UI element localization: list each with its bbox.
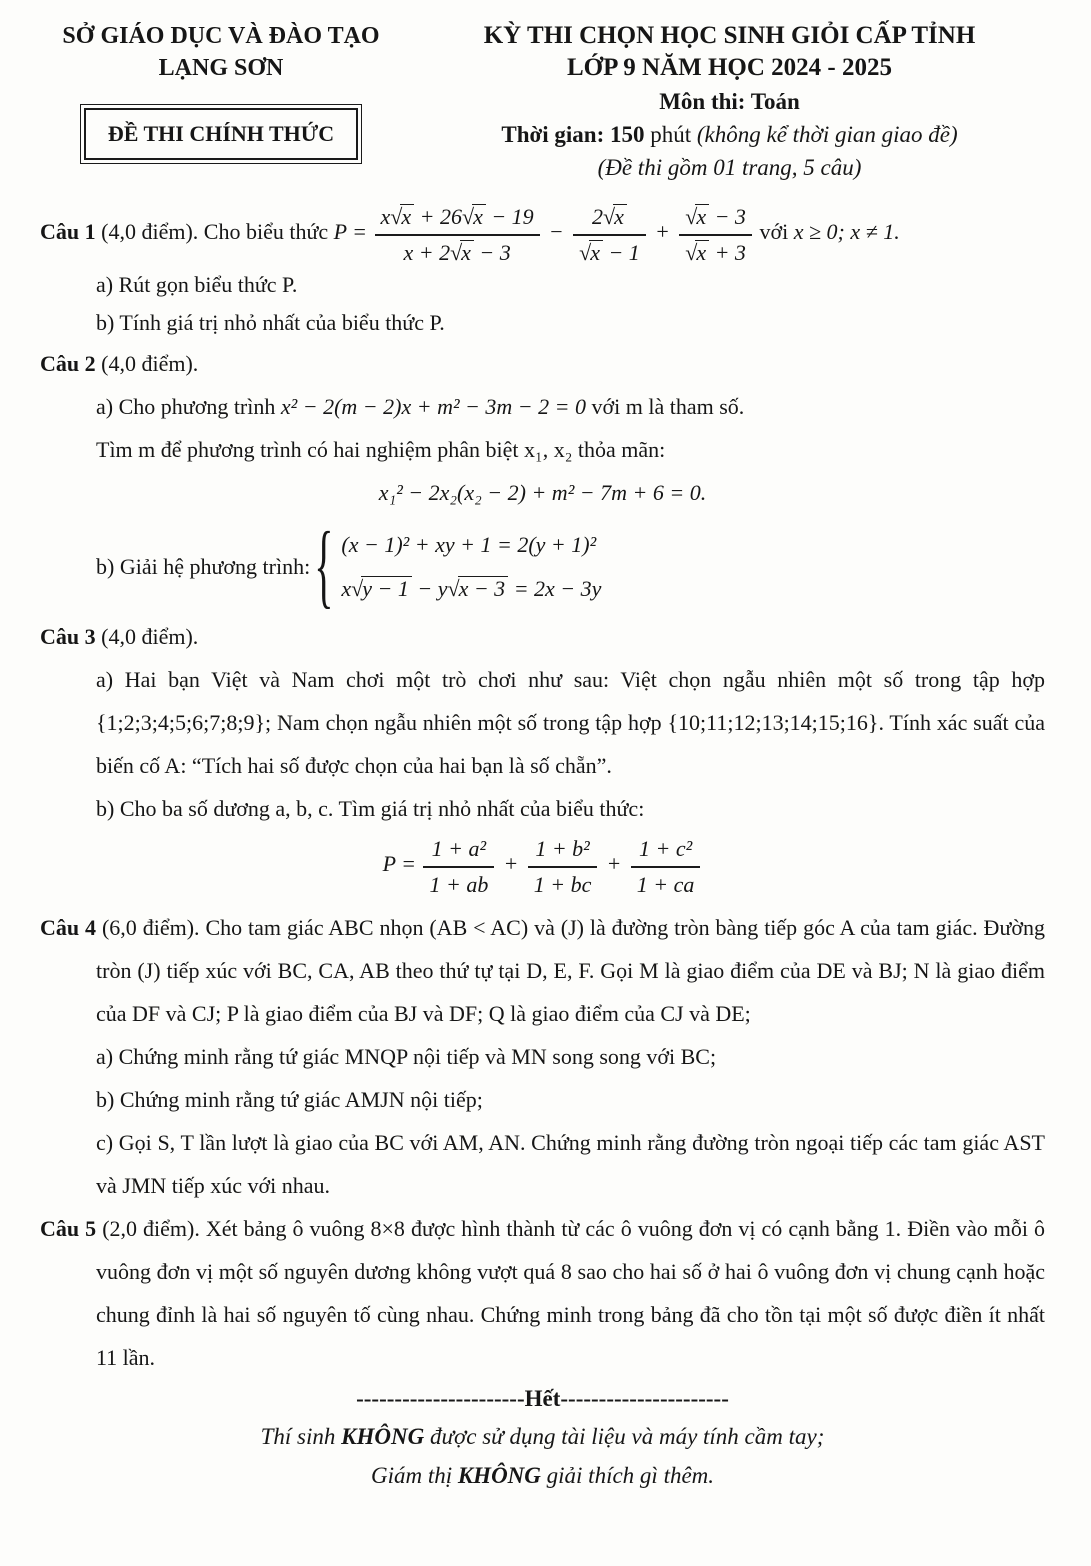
fraction-2 bbox=[528, 834, 598, 898]
pages-note: (Đề thi gồm 01 trang, 5 câu) bbox=[597, 155, 862, 180]
q3-heading bbox=[40, 615, 1045, 658]
q1-condition: x ≥ 0; x ≠ 1. bbox=[793, 219, 900, 245]
subject-line: Môn thi: Toán bbox=[659, 89, 800, 114]
question-4 bbox=[40, 906, 1045, 1207]
exam-body bbox=[40, 202, 1045, 1495]
math-run: − 1 bbox=[602, 240, 640, 265]
q5-label: Câu 5 bbox=[40, 1216, 97, 1241]
math-run: x√ bbox=[380, 204, 403, 229]
question-2 bbox=[40, 342, 1045, 618]
exam-grade-year: LỚP 9 NĂM HỌC 2024 - 2025 bbox=[567, 54, 892, 81]
minus-operator: − bbox=[550, 219, 563, 245]
q4-part-c: c) Gọi S, T lần lượt là giao của BC với AM, AN. Chứng minh rằng đường tròn ngoại tiếp các tam giác AST và JMN tiếp xúc với nhau. bbox=[96, 1130, 1045, 1198]
time-unit: phút bbox=[644, 122, 697, 147]
q2-part-b bbox=[96, 511, 1045, 618]
radicand: x bbox=[613, 204, 627, 228]
q2a-tail: với m là tham số. bbox=[591, 394, 745, 419]
radicand: x − 3 bbox=[458, 576, 509, 600]
q1-part-b: b) Tính giá trị nhỏ nhất của biểu thức P. bbox=[96, 310, 445, 335]
department-name: SỞ GIÁO DỤC VÀ ĐÀO TẠO bbox=[62, 23, 380, 49]
exam-title: KỲ THI CHỌN HỌC SINH GIỎI CẤP TỈNH bbox=[483, 22, 976, 49]
numerator: 1 + c² bbox=[631, 834, 701, 868]
time-line bbox=[414, 118, 1045, 151]
q1-intro: Cho biểu thức bbox=[203, 219, 329, 245]
note2-emphasis: KHÔNG bbox=[457, 1463, 541, 1488]
fraction-1 bbox=[375, 202, 540, 266]
q5-statement bbox=[40, 1207, 1046, 1379]
radicand: x bbox=[589, 240, 603, 264]
q3-points: (4,0 điểm). bbox=[101, 624, 199, 649]
q1-statement bbox=[40, 202, 1045, 266]
fraction-3 bbox=[631, 834, 701, 898]
fraction-3 bbox=[679, 202, 752, 266]
note1-emphasis: KHÔNG bbox=[341, 1424, 425, 1449]
denominator: 1 + bc bbox=[533, 872, 592, 897]
radicand: x bbox=[460, 240, 474, 264]
q4-label: Câu 4 bbox=[40, 915, 97, 940]
q4-intro: Cho tam giác ABC nhọn (AB < AC) và (J) là đường tròn bàng tiếp góc A của tam giác. Đường tròn (J) tiếp xúc với BC, CA, AB theo thứ tự tại D, E, F. Gọi M là giao điểm của DE và BJ; N là giao điểm của DF và CJ; P là giao điểm của BJ và DF; Q là giao điểm của CJ và DE; bbox=[96, 915, 1046, 1026]
q2b-label: b) Giải hệ phương trình: bbox=[96, 554, 311, 579]
note1-post: được sử dụng tài liệu và máy tính cầm tay; bbox=[424, 1424, 825, 1449]
q3-part-b: b) Cho ba số dương a, b, c. Tìm giá trị nhỏ nhất của biểu thức: bbox=[96, 796, 645, 821]
denominator bbox=[573, 236, 646, 266]
math-run: − 19 bbox=[485, 204, 534, 229]
end-divider: ----------------------Hết---------------------- bbox=[356, 1386, 729, 1411]
q2-part-a-cont: Tìm m để phương trình có hai nghiệm phân biệt x₁, x₂ thỏa mãn: bbox=[96, 437, 666, 462]
province-name: LẠNG SƠN bbox=[158, 55, 284, 81]
q2-condition-equation: x₁² − 2x₂(x₂ − 2) + m² − 7m + 6 = 0. bbox=[378, 480, 707, 505]
math-run: √ bbox=[579, 240, 592, 265]
note2-post: giải thích gì thêm. bbox=[540, 1463, 715, 1488]
math-run: + 3 bbox=[709, 240, 746, 265]
radicand: x bbox=[695, 204, 709, 228]
denominator bbox=[679, 236, 752, 266]
radicand: x bbox=[472, 204, 486, 228]
q5-points: (2,0 điểm). bbox=[102, 1216, 200, 1241]
system-group bbox=[96, 511, 602, 618]
math-run: x + 2√ bbox=[403, 240, 463, 265]
system-eq-1: (x − 1)² + xy + 1 = 2(y + 1)² bbox=[341, 532, 597, 557]
q4-points: (6,0 điểm). bbox=[101, 915, 200, 940]
question-1 bbox=[40, 202, 1045, 342]
official-exam-stamp: ĐỀ THI CHÍNH THỨC bbox=[84, 108, 358, 160]
radicand: x bbox=[695, 240, 709, 264]
denominator bbox=[375, 236, 540, 266]
math-run: = 2x − 3y bbox=[508, 576, 602, 601]
system-brace: { bbox=[314, 511, 334, 618]
time-label: Thời gian: 150 bbox=[501, 122, 645, 147]
plus-operator: + bbox=[504, 851, 518, 877]
denominator: 1 + ab bbox=[429, 872, 489, 897]
math-run: − 3 bbox=[473, 240, 511, 265]
q5-text: Xét bảng ô vuông 8×8 được hình thành từ các ô vuông đơn vị có cạnh bằng 1. Điền vào mỗi ô vuông đơn vị một số nguyên dương không vượt quá 8 sao cho hai số ở hai ô vuông đơn vị chung cạnh hoặc chung đỉnh là hai số nguyên tố cùng nhau. Chứng minh trong bảng đã cho tồn tại một số được điền ít nhất 11 lần. bbox=[96, 1216, 1046, 1370]
system-eq-2 bbox=[341, 574, 601, 603]
question-5 bbox=[40, 1207, 1045, 1379]
question-3 bbox=[40, 615, 1045, 898]
q4-statement bbox=[40, 906, 1046, 1035]
plus-operator: + bbox=[607, 851, 621, 877]
q1-formula-lhs: P = bbox=[333, 219, 368, 245]
q1-points: (4,0 điểm). bbox=[101, 219, 199, 245]
time-note: (không kể thời gian giao đề) bbox=[696, 122, 958, 147]
q1-label: Câu 1 bbox=[40, 219, 96, 245]
math-run: 2√ bbox=[592, 204, 616, 229]
plus-operator: + bbox=[656, 219, 669, 245]
q1-condition-pre: với bbox=[759, 219, 789, 245]
radicand: x bbox=[400, 204, 414, 228]
math-run: + 26√ bbox=[414, 204, 475, 229]
radicand: y − 1 bbox=[361, 576, 412, 600]
q3-formula-lhs: P = bbox=[382, 851, 416, 877]
q2a-pre: a) Cho phương trình bbox=[96, 394, 276, 419]
q2-part-a bbox=[96, 385, 1045, 428]
q4-part-b: b) Chứng minh rằng tứ giác AMJN nội tiếp; bbox=[96, 1087, 483, 1112]
q2-points: (4,0 điểm). bbox=[101, 351, 199, 376]
note2-pre: Giám thị bbox=[370, 1463, 458, 1488]
math-run: √ bbox=[685, 204, 698, 229]
numerator bbox=[679, 202, 752, 236]
q2a-equation: x² − 2(m − 2)x + m² − 3m − 2 = 0 bbox=[280, 394, 586, 419]
candidate-note bbox=[40, 1417, 1045, 1456]
q4-part-a: a) Chứng minh rằng tứ giác MNQP nội tiếp và MN song song với BC; bbox=[96, 1044, 717, 1069]
q3-part-a: a) Hai bạn Việt và Nam chơi một trò chơi như sau: Việt chọn ngẫu nhiên một số trong tập hợp {1;2;3;4;5;6;7;8;9}; Nam chọn ngẫu nhiên một số trong tập hợp {10;11;12;13;14;15;16}. Tính xác suất của biến cố A: “Tích hai số được chọn của hai bạn là số chẵn”. bbox=[96, 667, 1045, 778]
header-left bbox=[40, 20, 402, 184]
note1-pre: Thí sinh bbox=[260, 1424, 342, 1449]
q1-part-a: a) Rút gọn biểu thức P. bbox=[96, 272, 298, 297]
system-equations bbox=[341, 530, 601, 603]
math-run: x√ bbox=[341, 576, 364, 601]
header bbox=[40, 20, 1045, 184]
denominator: 1 + ca bbox=[636, 872, 695, 897]
proctor-note bbox=[40, 1456, 1045, 1495]
math-run: √ bbox=[685, 240, 698, 265]
numerator bbox=[375, 202, 540, 236]
numerator: 1 + b² bbox=[528, 834, 598, 868]
numerator bbox=[573, 202, 646, 236]
q3-label: Câu 3 bbox=[40, 624, 96, 649]
math-run: − y√ bbox=[411, 576, 460, 601]
header-right bbox=[402, 20, 1045, 184]
fraction-1 bbox=[423, 834, 494, 898]
q2-heading bbox=[40, 342, 1045, 385]
fraction-2 bbox=[573, 202, 646, 266]
math-run: − 3 bbox=[709, 204, 746, 229]
numerator: 1 + a² bbox=[423, 834, 494, 868]
q3-formula bbox=[40, 834, 1045, 898]
q2-label: Câu 2 bbox=[40, 351, 96, 376]
